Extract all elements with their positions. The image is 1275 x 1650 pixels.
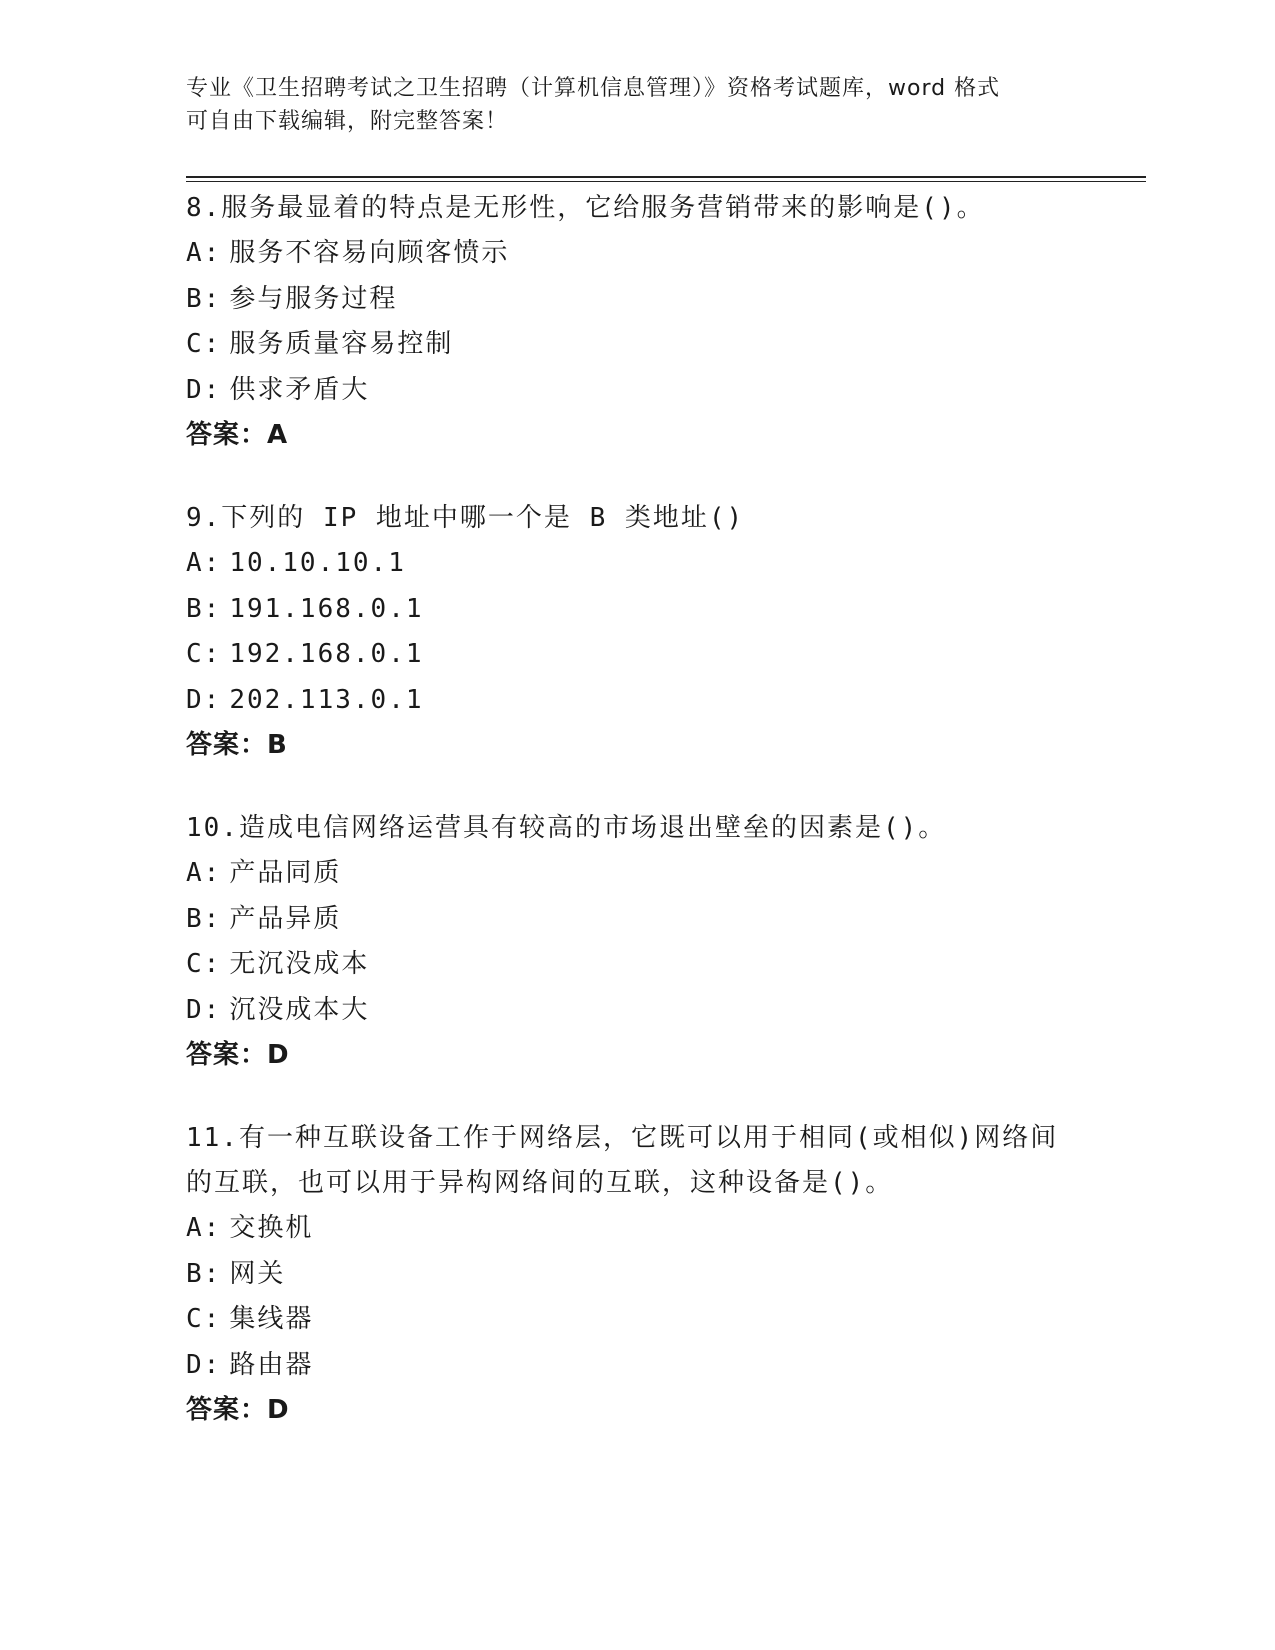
question-stem: 9.下列的 IP 地址中哪一个是 B 类地址() xyxy=(186,503,745,533)
option-a xyxy=(186,1206,1086,1252)
option-letter: A: xyxy=(186,858,222,888)
option-text: 供求矛盾大 xyxy=(229,374,370,405)
option-c xyxy=(186,632,1086,678)
answer-line: 答案：B xyxy=(186,730,288,760)
question-10 xyxy=(186,806,1086,1078)
option-letter: B: xyxy=(186,283,222,314)
option-letter: C: xyxy=(186,329,222,359)
option-letter: A: xyxy=(186,548,222,578)
option-letter: B: xyxy=(186,1258,222,1289)
option-text: 沉没成本大 xyxy=(229,994,370,1025)
option-text: 产品同质 xyxy=(229,858,342,888)
option-b xyxy=(186,277,1086,323)
option-b xyxy=(186,897,1086,943)
option-text: 参与服务过程 xyxy=(229,283,398,314)
option-a xyxy=(186,541,1086,587)
option-d xyxy=(186,1343,1086,1389)
option-letter: A: xyxy=(186,238,222,268)
option-letter: B: xyxy=(186,593,222,624)
option-letter: D: xyxy=(186,1349,222,1380)
question-stem-line-2: 的互联，也可以用于异构网络间的互联，这种设备是()。 xyxy=(186,1168,894,1198)
option-text: 产品异质 xyxy=(229,903,342,934)
option-text: 191.168.0.1 xyxy=(229,593,424,624)
option-b xyxy=(186,587,1086,633)
option-text: 服务不容易向顾客愤示 xyxy=(229,238,510,268)
option-letter: C: xyxy=(186,1304,222,1334)
option-text: 202.113.0.1 xyxy=(229,684,424,715)
option-c xyxy=(186,942,1086,988)
option-d xyxy=(186,988,1086,1034)
option-a xyxy=(186,231,1086,277)
header-line-2: 可自由下载编辑，附完整答案！ xyxy=(186,109,509,134)
option-c xyxy=(186,1297,1086,1343)
question-11 xyxy=(186,1116,1086,1433)
option-b xyxy=(186,1252,1086,1298)
option-d xyxy=(186,368,1086,414)
answer-line: 答案：D xyxy=(186,1040,290,1070)
option-letter: B: xyxy=(186,903,222,934)
question-list xyxy=(186,186,1086,1471)
header-line-1: 专业《卫生招聘考试之卫生招聘（计算机信息管理）》资格考试题库，word 格式 xyxy=(186,76,1001,101)
question-stem: 8.服务最显着的特点是无形性，它给服务营销带来的影响是()。 xyxy=(186,193,985,223)
answer-line: 答案：D xyxy=(186,1395,290,1425)
option-letter: D: xyxy=(186,684,222,715)
option-a xyxy=(186,851,1086,897)
answer-line: 答案：A xyxy=(186,420,289,450)
option-text: 交换机 xyxy=(229,1213,314,1243)
option-text: 路由器 xyxy=(229,1349,314,1380)
option-text: 10.10.10.1 xyxy=(229,548,406,578)
document-header xyxy=(186,72,1066,138)
question-9 xyxy=(186,496,1086,768)
option-text: 集线器 xyxy=(229,1304,314,1334)
option-letter: C: xyxy=(186,949,222,979)
header-divider xyxy=(186,176,1146,182)
option-text: 192.168.0.1 xyxy=(229,639,424,669)
question-stem-line-1: 11.有一种互联设备工作于网络层，它既可以用于相同(或相似)网络间 xyxy=(186,1123,1059,1153)
option-d xyxy=(186,678,1086,724)
option-text: 服务质量容易控制 xyxy=(229,329,454,359)
option-letter: A: xyxy=(186,1213,222,1243)
question-stem: 10.造成电信网络运营具有较高的市场退出壁垒的因素是()。 xyxy=(186,813,947,843)
question-8 xyxy=(186,186,1086,458)
option-letter: D: xyxy=(186,374,222,405)
option-letter: C: xyxy=(186,639,222,669)
option-letter: D: xyxy=(186,994,222,1025)
option-text: 无沉没成本 xyxy=(229,949,370,979)
option-c xyxy=(186,322,1086,368)
option-text: 网关 xyxy=(229,1258,286,1289)
